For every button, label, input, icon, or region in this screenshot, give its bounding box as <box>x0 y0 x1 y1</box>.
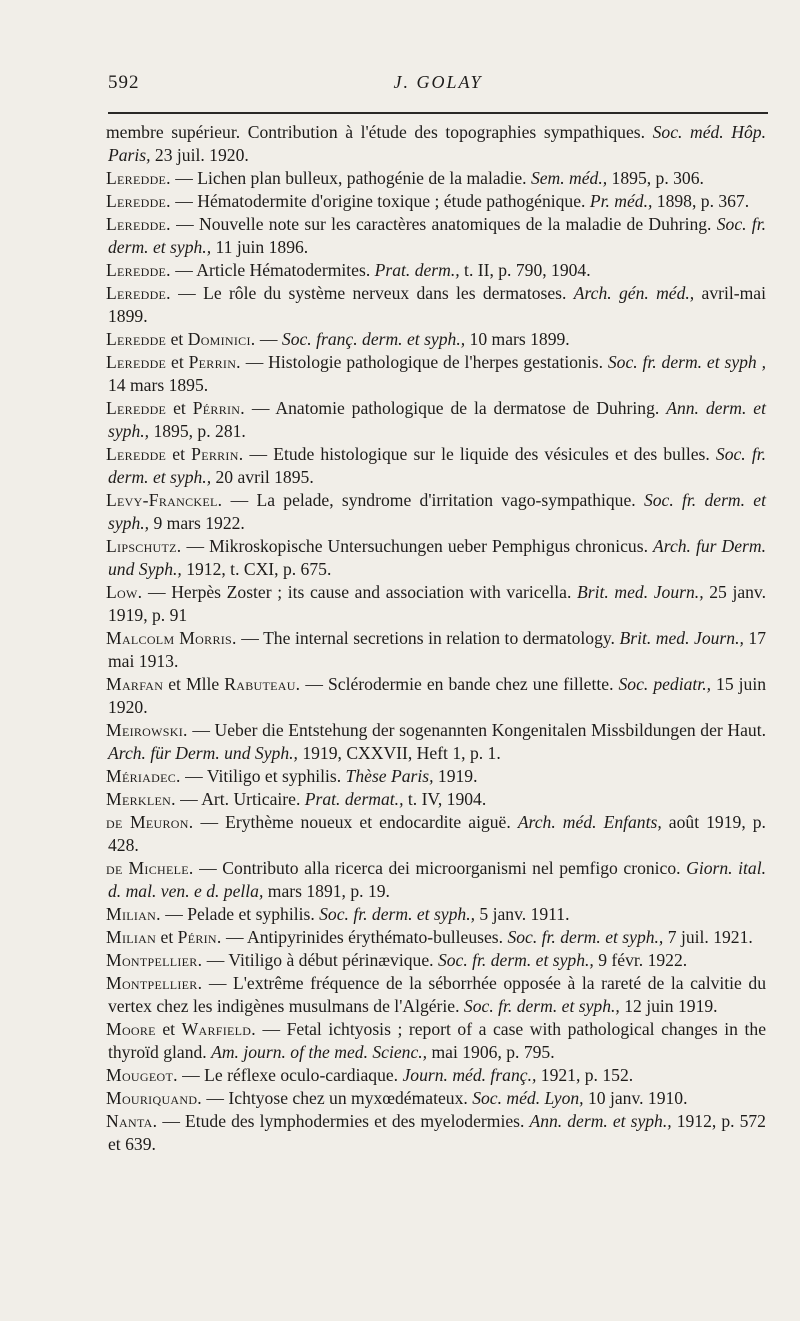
entry-source: Ann. derm. et syph., <box>108 398 766 441</box>
entry-text: — Ichtyose chez un myxœdémateux. <box>202 1088 473 1108</box>
entry-text: — Pelade et syphilis. <box>160 904 320 924</box>
entry-text: — Contributo alla ricerca dei microorganismi nel pemfigo cronico. <box>193 858 687 878</box>
entry-author: Mouriquand. <box>106 1088 203 1108</box>
entry-author: Marfan <box>106 674 164 694</box>
bibliography-entry <box>108 443 766 489</box>
entry-text: — Ueber die Entstehung der sogenannten Kongenitalen Missbildungen der Haut. <box>187 720 766 740</box>
entry-text: — Histologie pathologique de l'herpes gestationis. <box>240 352 608 372</box>
entry-text: — Herpès Zoster ; its cause and association with varicella. <box>142 582 578 602</box>
entry-text: et <box>166 444 192 464</box>
entry-author: Leredde. <box>106 260 171 280</box>
entry-source: Thèse Paris, <box>345 766 434 786</box>
entry-text: — La pelade, syndrome d'irritation vago-sympathique. <box>222 490 644 510</box>
entry-author: Leredde <box>106 444 167 464</box>
entry-text: — Article Hématodermites. <box>170 260 375 280</box>
entry-text: et <box>156 927 178 947</box>
entry-coauthor: Dominici. <box>187 329 256 349</box>
entry-author: Lipschutz. <box>106 536 182 556</box>
entry-source: Sem. méd., <box>530 168 608 188</box>
entry-text: — <box>255 329 282 349</box>
entry-author: Leredde <box>106 352 167 372</box>
entry-text: — Antipyrinides érythémato-bulleuses. <box>221 927 508 947</box>
bibliography-entry <box>108 788 766 811</box>
bibliography-entry <box>108 535 766 581</box>
entry-date: 12 juin 1919. <box>619 996 718 1016</box>
entry-source: Prat. dermat., <box>304 789 404 809</box>
entry-author: Levy-Franckel. <box>106 490 223 510</box>
entry-author: de Meuron. <box>106 812 194 832</box>
entry-source: Brit. med. Journ., <box>577 582 704 602</box>
entry-date: 25 janv. 1919, p. 91 <box>108 582 766 625</box>
bibliography-entry <box>108 1064 766 1087</box>
entry-date: 1919. <box>433 766 478 786</box>
entry-text: — Anatomie pathologique de la dermatose de Duhring. <box>244 398 667 418</box>
entry-text: — Etude histologique sur le liquide des vésicules et des bulles. <box>243 444 716 464</box>
entry-source: Soc. fr. derm. et syph., <box>319 904 476 924</box>
bibliography-entry <box>108 328 766 351</box>
entry-author: Nanta. <box>106 1111 158 1131</box>
entry-date: 1895, p. 281. <box>149 421 246 441</box>
entry-date: mai 1906, p. 795. <box>427 1042 555 1062</box>
entry-author: Leredde <box>106 329 167 349</box>
entry-source: Arch. fur Derm. und Syph., <box>108 536 766 579</box>
entry-date: 7 juil. 1921. <box>663 927 753 947</box>
entry-date: avril-mai 1899. <box>108 283 766 326</box>
entry-source: Am. journ. of the med. Scienc., <box>211 1042 428 1062</box>
entry-text: — The internal secretions in relation to dermatology. <box>236 628 620 648</box>
entry-text: — L'extrême fréquence de la séborrhée opposée à la rareté de la calvitie du vertex chez les indigènes musulmans de l'Algérie. <box>108 973 766 1016</box>
entry-source: Brit. med. Journ., <box>619 628 744 648</box>
bibliography-entry <box>108 857 766 903</box>
entry-date: 1912, p. 572 et 639. <box>108 1111 766 1154</box>
entry-date: 14 mars 1895. <box>108 375 209 395</box>
entry-text: — Mikroskopische Untersuchungen ueber Pemphigus chronicus. <box>181 536 653 556</box>
entry-author: Leredde <box>106 398 167 418</box>
bibliography-entry <box>108 351 766 397</box>
entry-date: août 1919, p. 428. <box>108 812 766 855</box>
entry-text: et <box>155 1019 182 1039</box>
entry-author: Mériadec. <box>106 766 181 786</box>
entry-source: Ann. derm. et syph., <box>529 1111 672 1131</box>
bibliography-entry <box>108 1110 766 1156</box>
entry-source: Soc. fr. derm. et syph., <box>108 490 766 533</box>
entry-date: 17 mai 1913. <box>108 628 766 671</box>
entry-source: Soc. méd. Lyon, <box>472 1088 584 1108</box>
entry-date: 20 avril 1895. <box>211 467 314 487</box>
bibliography-entry <box>108 719 766 765</box>
entry-coauthor: Périn. <box>177 927 222 947</box>
entry-author: Leredde. <box>106 214 171 234</box>
entry-date: t. IV, 1904. <box>403 789 487 809</box>
entry-date: 9 mars 1922. <box>149 513 245 533</box>
entry-date: t. II, p. 790, 1904. <box>459 260 591 280</box>
bibliography-entry <box>108 213 766 259</box>
entry-source: Soc. fr. derm. et syph., <box>463 996 620 1016</box>
entry-source: Soc. fr. derm. et syph., <box>507 927 664 947</box>
entry-date: mars 1891, p. 19. <box>263 881 390 901</box>
entry-text: membre supérieur. Contribution à l'étude des topographies sympathiques. <box>106 122 653 142</box>
bibliography-entry <box>108 489 766 535</box>
bibliography-entry <box>108 581 766 627</box>
entry-coauthor: Rabuteau. <box>224 674 301 694</box>
entry-date: 1895, p. 306. <box>607 168 704 188</box>
entry-text: — Art. Urticaire. <box>175 789 305 809</box>
bibliography-entry <box>108 972 766 1018</box>
entry-text: — Nouvelle note sur les caractères anatomiques de la maladie de Duhring. <box>170 214 717 234</box>
entry-source: Soc. franç. derm. et syph., <box>281 329 466 349</box>
entry-text: — Le réflexe oculo-cardiaque. <box>177 1065 403 1085</box>
entry-source: Pr. méd., <box>589 191 653 211</box>
entry-text: et <box>166 398 193 418</box>
entry-date: 5 janv. 1911. <box>475 904 570 924</box>
entry-coauthor: Warfield. <box>181 1019 256 1039</box>
bibliography-entry <box>108 926 766 949</box>
entry-text: — Le rôle du système nerveux dans les dermatoses. <box>170 283 574 303</box>
entry-author: Moore <box>106 1019 156 1039</box>
entry-source: Soc. fr. derm. et syph., <box>437 950 594 970</box>
entry-author: Leredde. <box>106 191 171 211</box>
bibliography-entry <box>108 627 766 673</box>
page-header <box>108 72 768 102</box>
entry-text: — Sclérodermie en bande chez une fillette. <box>300 674 619 694</box>
entry-text: et Mlle <box>163 674 225 694</box>
entry-text: — Lichen plan bulleux, pathogénie de la maladie. <box>170 168 531 188</box>
entry-author: Leredde. <box>106 283 171 303</box>
bibliography-entry <box>108 397 766 443</box>
entry-author: Meirowski. <box>106 720 188 740</box>
entry-source: Soc. fr. derm. et syph., <box>108 444 766 487</box>
entry-author: Montpellier. <box>106 950 203 970</box>
entry-text: — Etude des lymphodermies et des myelodermies. <box>157 1111 530 1131</box>
running-head: J. GOLAY <box>393 72 483 92</box>
entry-date: 15 juin 1920. <box>108 674 767 717</box>
entry-source: Arch. für Derm. und Syph., <box>108 743 298 763</box>
entry-text: et <box>166 352 189 372</box>
entry-author: Montpellier. <box>106 973 203 993</box>
entry-author: de Michele. <box>106 858 194 878</box>
entry-date: 1898, p. 367. <box>652 191 750 211</box>
entry-text: — Vitiligo et syphilis. <box>180 766 346 786</box>
entry-author: Merklen. <box>106 789 176 809</box>
entry-source: Journ. méd. franç., <box>402 1065 537 1085</box>
entry-source: Soc. fr. derm. et syph , <box>607 352 766 372</box>
entry-date: 23 juil. 1920. <box>150 145 249 165</box>
entry-date: 10 janv. 1910. <box>583 1088 688 1108</box>
entry-author: Low. <box>106 582 143 602</box>
bibliography-entry <box>108 190 766 213</box>
entry-coauthor: Pérrin. <box>192 398 245 418</box>
bibliography-entry <box>108 903 766 926</box>
entry-source: Giorn. ital. d. mal. ven. e d. pella, <box>108 858 766 901</box>
entry-source: Soc. pediatr., <box>618 674 711 694</box>
entry-source: Prat. derm., <box>374 260 460 280</box>
entry-text: — Hématodermite d'origine toxique ; étude pathogénique. <box>170 191 590 211</box>
bibliography-entry <box>108 1018 766 1064</box>
entry-date: 9 févr. 1922. <box>593 950 688 970</box>
bibliography-entry <box>108 811 766 857</box>
entry-coauthor: Perrin. <box>188 352 241 372</box>
bibliography-entry <box>108 765 766 788</box>
entry-date: 11 juin 1896. <box>211 237 309 257</box>
entry-source: Soc. méd. Hôp. Paris, <box>108 122 766 165</box>
entry-date: 1919, CXXVII, Heft 1, p. 1. <box>297 743 501 763</box>
entry-author: Milian. <box>106 904 161 924</box>
entry-text: — Vitiligo à début périnævique. <box>202 950 438 970</box>
entry-author: Malcolm Morris. <box>106 628 237 648</box>
bibliography-entry <box>108 167 766 190</box>
entry-author: Mougeot. <box>106 1065 178 1085</box>
bibliography-list <box>108 121 766 1156</box>
bibliography-entry <box>108 282 766 328</box>
page-number: 592 <box>108 72 140 93</box>
header-rule <box>108 112 768 114</box>
entry-source: Arch. gén. méd., <box>573 283 695 303</box>
bibliography-entry <box>108 259 766 282</box>
entry-text: et <box>166 329 188 349</box>
entry-source: Soc. fr. derm. et syph., <box>108 214 766 257</box>
bibliography-entry <box>108 1087 766 1110</box>
entry-date: 10 mars 1899. <box>465 329 570 349</box>
entry-text: — Erythème noueux et endocardite aiguë. <box>193 812 518 832</box>
entry-author: Leredde. <box>106 168 171 188</box>
entry-source: Arch. méd. Enfants, <box>517 812 662 832</box>
bibliography-entry <box>108 673 766 719</box>
entry-date: 1912, t. CXI, p. 675. <box>181 559 332 579</box>
entry-text: — Fetal ichtyosis ; report of a case with pathological changes in the thyroïd gland. <box>108 1019 767 1062</box>
entry-author: Milian <box>106 927 157 947</box>
entry-coauthor: Perrin. <box>191 444 244 464</box>
entry-date: 1921, p. 152. <box>536 1065 634 1085</box>
bibliography-entry <box>108 949 766 972</box>
bibliography-entry <box>108 121 766 167</box>
